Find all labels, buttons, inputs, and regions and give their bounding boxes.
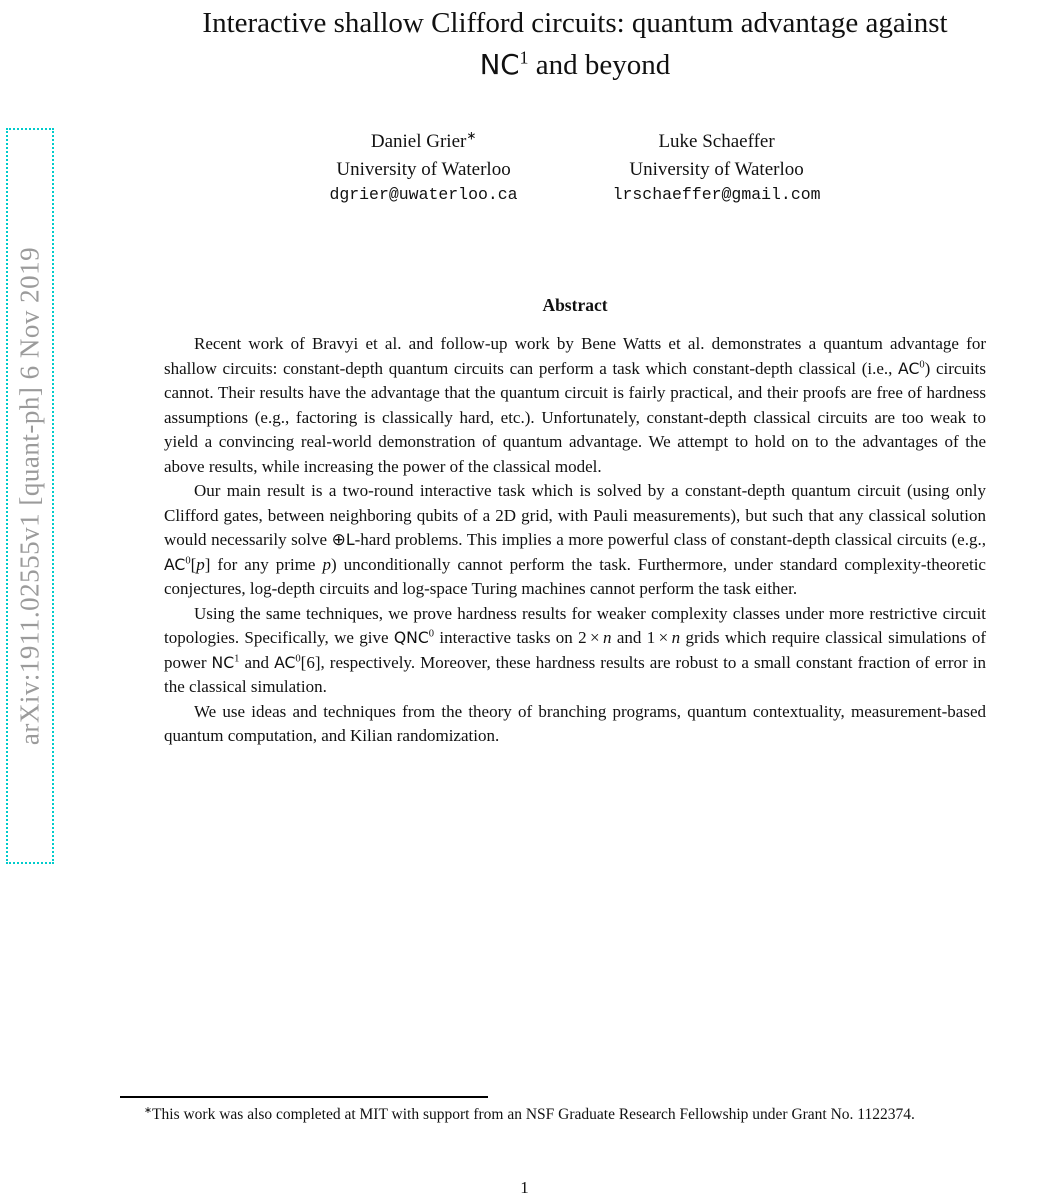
- footnote-text: ∗This work was also completed at MIT with support from an NSF Graduate Research Fellowship under Grant No. 1122374.: [144, 1104, 915, 1123]
- arxiv-stamp-text: arXiv:1911.02555v1 [quant-ph] 6 Nov 2019: [14, 246, 45, 746]
- abstract-heading: Abstract: [542, 295, 608, 316]
- paper-title-line1: Interactive shallow Clifford circuits: quantum advantage against: [202, 7, 948, 39]
- paper-title-line2: $NC^1$ and beyond: [479, 47, 671, 82]
- author-1-email: dgrier@uwaterloo.ca: [329, 185, 518, 205]
- author-2: [613, 128, 821, 207]
- author-2-email: lrschaeffer@gmail.com: [612, 185, 821, 205]
- paper-title: [120, 2, 1030, 86]
- abstract-paragraph-4: We use ideas and techniques from the theory of branching programs, quantum contextuality, measurement-based quantum computation, and Kilian randomization.: [164, 701, 986, 746]
- page-number: 1: [520, 1178, 529, 1197]
- abstract-paragraph-3: Using the same techniques, we prove hardness results for weaker complexity classes under more restrictive circuit topologies. Specifically, we give QNC$^0$ interactive tasks on 2 × n and 1 × n grids which require classical simulations of power $NC^1$ and $AC^0[6]$, respectively. Moreover, these hardness results are robust to a small constant fraction of error in the classical simulation.: [164, 603, 986, 697]
- author-2-affiliation: University of Waterloo: [629, 158, 804, 180]
- abstract-paragraph-1: Recent work of Bravyi et al. and follow-up work by Bene Watts et al. demonstrates a quantum advantage for shallow circuits: constant-depth quantum circuits can perform a task which constant-depth classical (i.e., $AC^0$) circuits cannot. Their results have the advantage that the quantum circuit is fairly practical, and their proofs are free of hardness assumptions (e.g., factoring is classically hard, etc.). Unfortunately, constant-depth classical circuits are too weak to yield a convincing real-world demonstration of quantum advantage. We attempt to hold on to the advantages of the above results, while increasing the power of the classical model.: [164, 334, 987, 476]
- footnote-block: [120, 1096, 1030, 1126]
- main-column: [120, 0, 1030, 749]
- author-1: [329, 128, 517, 207]
- abstract-paragraph-2: Our main result is a two-round interactive task which is solved by a constant-depth quantum circuit (using only Clifford gates, between neighboring qubits of a 2D grid, with Pauli measurements), but such that any classical solution would necessarily solve ⊕L-hard problems. This implies a more powerful class of constant-depth classical circuits (e.g., $AC^0[p]$ for any prime p) unconditionally cannot perform the task. Furthermore, under standard complexity-theoretic conjectures, log-depth circuits and log-space Turing machines cannot perform the task either.: [164, 481, 986, 599]
- arxiv-stamp-box: [6, 128, 54, 864]
- author-1-name: Daniel Grier∗: [370, 129, 477, 153]
- author-1-affiliation: University of Waterloo: [336, 158, 511, 180]
- author-2-name: Luke Schaeffer: [658, 131, 775, 153]
- author-block: [120, 128, 1030, 207]
- abstract-body: [164, 332, 986, 749]
- footnote-rule: [120, 1096, 488, 1098]
